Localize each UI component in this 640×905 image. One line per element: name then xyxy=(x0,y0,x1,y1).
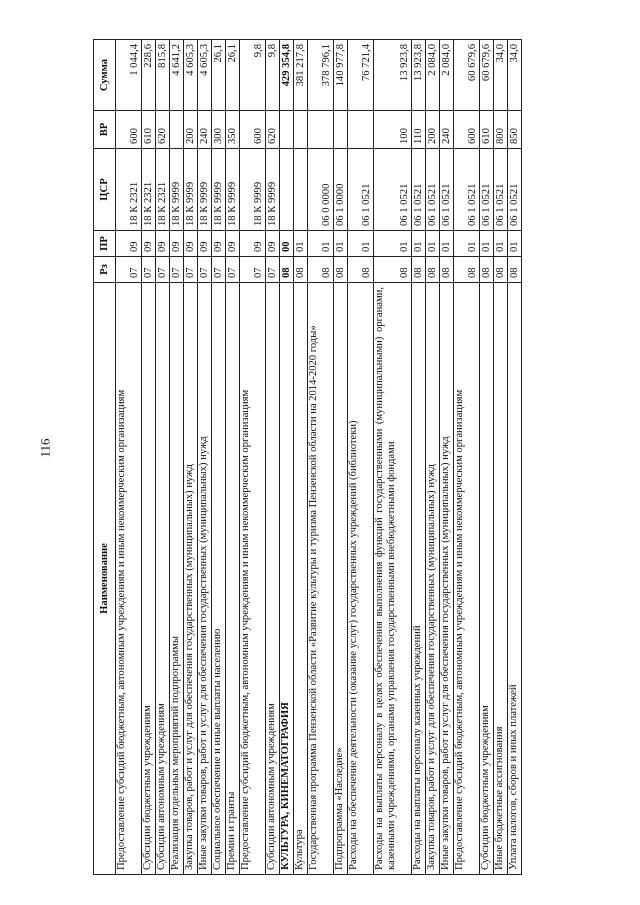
cell-pr: 01 xyxy=(334,231,348,257)
cell-sum: 60 679,6 xyxy=(480,40,494,111)
cell-name: КУЛЬТУРА, КИНЕМАТОГРАФИЯ xyxy=(280,283,294,875)
cell-csr: 06 1 0521 xyxy=(374,149,412,231)
cell-rz: 08 xyxy=(374,257,412,283)
cell-sum: 4 641,2 xyxy=(170,40,184,111)
table-row xyxy=(374,40,412,875)
cell-pr: 09 xyxy=(184,231,198,257)
cell-sum: 60 679,6 xyxy=(454,40,480,111)
page-number: 116 xyxy=(37,438,53,458)
cell-rz: 08 xyxy=(334,257,348,283)
cell-sum: 9,8 xyxy=(240,40,266,111)
cell-pr: 09 xyxy=(142,231,156,257)
cell-rz: 07 xyxy=(266,257,280,283)
cell-name: Уплата налогов, сборов и иных платежей xyxy=(508,283,522,875)
table-row xyxy=(198,40,212,875)
table-row xyxy=(454,40,480,875)
cell-vr: 600 xyxy=(240,111,266,149)
cell-csr: 18 К 9999 xyxy=(240,149,266,231)
cell-pr: 01 xyxy=(426,231,440,257)
cell-name: Реализация отдельных мероприятий подпрограммы xyxy=(170,283,184,875)
cell-csr: 06 1 0521 xyxy=(412,149,426,231)
cell-vr: 600 xyxy=(454,111,480,149)
cell-name: Расходы на выплаты персоналу казенных учреждений xyxy=(412,283,426,875)
cell-csr: 06 1 0000 xyxy=(334,149,348,231)
cell-vr xyxy=(280,111,294,149)
cell-name: Субсидии автономным учреждениям xyxy=(266,283,280,875)
cell-pr: 09 xyxy=(116,231,142,257)
cell-vr: 240 xyxy=(198,111,212,149)
cell-sum: 381 217,8 xyxy=(294,40,308,111)
cell-name: Иные бюджетные ассигнования xyxy=(494,283,508,875)
cell-rz: 08 xyxy=(348,257,374,283)
table-header xyxy=(94,40,116,875)
cell-vr: 240 xyxy=(440,111,454,149)
cell-rz: 08 xyxy=(412,257,426,283)
cell-sum: 228,6 xyxy=(142,40,156,111)
cell-rz: 08 xyxy=(440,257,454,283)
cell-sum: 13 923,8 xyxy=(412,40,426,111)
cell-vr xyxy=(170,111,184,149)
table-row xyxy=(412,40,426,875)
cell-vr xyxy=(308,111,334,149)
table-row xyxy=(240,40,266,875)
cell-vr: 110 xyxy=(412,111,426,149)
cell-csr: 18 К 9999 xyxy=(212,149,226,231)
cell-vr: 100 xyxy=(374,111,412,149)
cell-vr: 620 xyxy=(266,111,280,149)
table-row xyxy=(426,40,440,875)
table-row xyxy=(156,40,170,875)
cell-pr: 09 xyxy=(240,231,266,257)
cell-sum: 2 084,0 xyxy=(440,40,454,111)
cell-sum: 429 354,8 xyxy=(280,40,294,111)
cell-csr: 06 1 0521 xyxy=(480,149,494,231)
table-row xyxy=(184,40,198,875)
table-row xyxy=(348,40,374,875)
table-row xyxy=(226,40,240,875)
cell-name: Иные закупки товаров, работ и услуг для обеспечения государственных (муниципальных) нужд xyxy=(198,283,212,875)
cell-csr: 06 1 0521 xyxy=(426,149,440,231)
cell-name: Подпрограмма «Наследие» xyxy=(334,283,348,875)
cell-csr: 06 1 0521 xyxy=(348,149,374,231)
cell-pr: 09 xyxy=(226,231,240,257)
cell-vr: 200 xyxy=(426,111,440,149)
cell-rz: 07 xyxy=(156,257,170,283)
table-body xyxy=(116,40,522,875)
header-vr: ВР xyxy=(94,111,116,149)
cell-sum: 2 084,0 xyxy=(426,40,440,111)
cell-vr: 610 xyxy=(480,111,494,149)
cell-pr: 01 xyxy=(412,231,426,257)
table-row xyxy=(212,40,226,875)
cell-name: Социальное обеспечение и иные выплаты населению xyxy=(212,283,226,875)
cell-rz: 08 xyxy=(508,257,522,283)
cell-rz: 08 xyxy=(480,257,494,283)
cell-name: Премии и гранты xyxy=(226,283,240,875)
table-row xyxy=(266,40,280,875)
table-row xyxy=(440,40,454,875)
cell-name: Субсидии автономным учреждениям xyxy=(156,283,170,875)
cell-csr xyxy=(280,149,294,231)
cell-csr: 18 К 2321 xyxy=(116,149,142,231)
cell-rz: 07 xyxy=(226,257,240,283)
cell-pr: 01 xyxy=(348,231,374,257)
cell-pr: 09 xyxy=(212,231,226,257)
cell-csr: 06 1 0521 xyxy=(454,149,480,231)
cell-pr: 01 xyxy=(308,231,334,257)
cell-pr: 00 xyxy=(280,231,294,257)
header-name: Наименование xyxy=(94,283,116,875)
cell-rz: 08 xyxy=(454,257,480,283)
cell-pr: 01 xyxy=(294,231,308,257)
cell-sum: 4 605,3 xyxy=(198,40,212,111)
cell-rz: 08 xyxy=(294,257,308,283)
cell-vr: 800 xyxy=(494,111,508,149)
cell-name: Государственная программа Пензенской области «Развитие культуры и туризма Пензенской области на 2014-2020 годы» xyxy=(308,283,334,875)
cell-csr: 18 К 9999 xyxy=(170,149,184,231)
cell-sum: 13 923,8 xyxy=(374,40,412,111)
cell-name: Закупка товаров, работ и услуг для обеспечения государственных (муниципальных) нужд xyxy=(184,283,198,875)
cell-sum: 76 721,4 xyxy=(348,40,374,111)
cell-vr: 200 xyxy=(184,111,198,149)
rotated-page-content xyxy=(93,40,550,875)
cell-name: Предоставление субсидий бюджетным, автономным учреждениям и иным некоммерческим организациям xyxy=(116,283,142,875)
cell-rz: 08 xyxy=(426,257,440,283)
header-rz: Рз xyxy=(94,257,116,283)
cell-pr: 09 xyxy=(156,231,170,257)
cell-rz: 08 xyxy=(280,257,294,283)
table-row xyxy=(170,40,184,875)
table-row xyxy=(294,40,308,875)
cell-csr: 18 К 2321 xyxy=(142,149,156,231)
cell-name: Расходы на выплаты персоналу в целях обеспечения выполнения функций государственными (муниципальными) органами, казенными учреждениями, органами управления государственными внебюджетными фондами xyxy=(374,283,412,875)
header-sum: Сумма xyxy=(94,40,116,111)
cell-name: Закупка товаров, работ и услуг для обеспечения государственных (муниципальных) нужд xyxy=(426,283,440,875)
cell-pr: 01 xyxy=(508,231,522,257)
cell-name: Предоставление субсидий бюджетным, автономным учреждениям и иным некоммерческим организациям xyxy=(454,283,480,875)
cell-sum: 1 044,4 xyxy=(116,40,142,111)
cell-vr: 350 xyxy=(226,111,240,149)
cell-sum: 378 796,1 xyxy=(308,40,334,111)
table-row xyxy=(334,40,348,875)
cell-sum: 4 605,3 xyxy=(184,40,198,111)
cell-rz: 07 xyxy=(240,257,266,283)
cell-rz: 07 xyxy=(212,257,226,283)
header-csr: ЦСР xyxy=(94,149,116,231)
cell-pr: 09 xyxy=(266,231,280,257)
cell-pr: 09 xyxy=(170,231,184,257)
cell-vr: 610 xyxy=(142,111,156,149)
table-row xyxy=(280,40,294,875)
table-row xyxy=(494,40,508,875)
cell-vr: 620 xyxy=(156,111,170,149)
cell-name: Субсидии бюджетным учреждениям xyxy=(142,283,156,875)
cell-csr: 06 1 0521 xyxy=(494,149,508,231)
cell-rz: 07 xyxy=(184,257,198,283)
cell-sum: 815,8 xyxy=(156,40,170,111)
cell-rz: 07 xyxy=(142,257,156,283)
cell-pr: 01 xyxy=(374,231,412,257)
cell-pr: 01 xyxy=(454,231,480,257)
cell-name: Расходы на обеспечение деятельности (оказание услуг) государственных учреждений (библиотеки) xyxy=(348,283,374,875)
cell-csr: 18 К 9999 xyxy=(198,149,212,231)
cell-csr: 06 1 0521 xyxy=(508,149,522,231)
cell-vr xyxy=(334,111,348,149)
cell-rz: 08 xyxy=(494,257,508,283)
cell-sum: 34,0 xyxy=(508,40,522,111)
cell-csr: 18 К 2321 xyxy=(156,149,170,231)
table-row xyxy=(480,40,494,875)
table-row xyxy=(308,40,334,875)
cell-csr xyxy=(294,149,308,231)
cell-sum: 26,1 xyxy=(226,40,240,111)
cell-vr: 600 xyxy=(116,111,142,149)
cell-rz: 07 xyxy=(116,257,142,283)
cell-rz: 07 xyxy=(198,257,212,283)
cell-pr: 01 xyxy=(480,231,494,257)
cell-vr xyxy=(348,111,374,149)
cell-csr: 06 1 0521 xyxy=(440,149,454,231)
cell-csr: 18 К 9999 xyxy=(184,149,198,231)
cell-name: Иные закупки товаров, работ и услуг для обеспечения государственных (муниципальных) нужд xyxy=(440,283,454,875)
cell-sum: 26,1 xyxy=(212,40,226,111)
header-pr: ПР xyxy=(94,231,116,257)
cell-name: Субсидии бюджетным учреждениям xyxy=(480,283,494,875)
cell-rz: 08 xyxy=(308,257,334,283)
cell-rz: 07 xyxy=(170,257,184,283)
cell-pr: 01 xyxy=(440,231,454,257)
cell-csr: 18 К 9999 xyxy=(266,149,280,231)
cell-pr: 01 xyxy=(494,231,508,257)
cell-sum: 140 977,8 xyxy=(334,40,348,111)
table-row xyxy=(508,40,522,875)
cell-sum: 34,0 xyxy=(494,40,508,111)
cell-pr: 09 xyxy=(198,231,212,257)
cell-csr: 06 0 0000 xyxy=(308,149,334,231)
table-row xyxy=(116,40,142,875)
budget-table xyxy=(93,39,522,875)
cell-sum: 9,8 xyxy=(266,40,280,111)
cell-vr: 300 xyxy=(212,111,226,149)
table-row xyxy=(142,40,156,875)
cell-name: Культура xyxy=(294,283,308,875)
cell-csr: 18 К 9999 xyxy=(226,149,240,231)
cell-vr xyxy=(294,111,308,149)
cell-name: Предоставление субсидий бюджетным, автономным учреждениям и иным некоммерческим организациям xyxy=(240,283,266,875)
cell-vr: 850 xyxy=(508,111,522,149)
